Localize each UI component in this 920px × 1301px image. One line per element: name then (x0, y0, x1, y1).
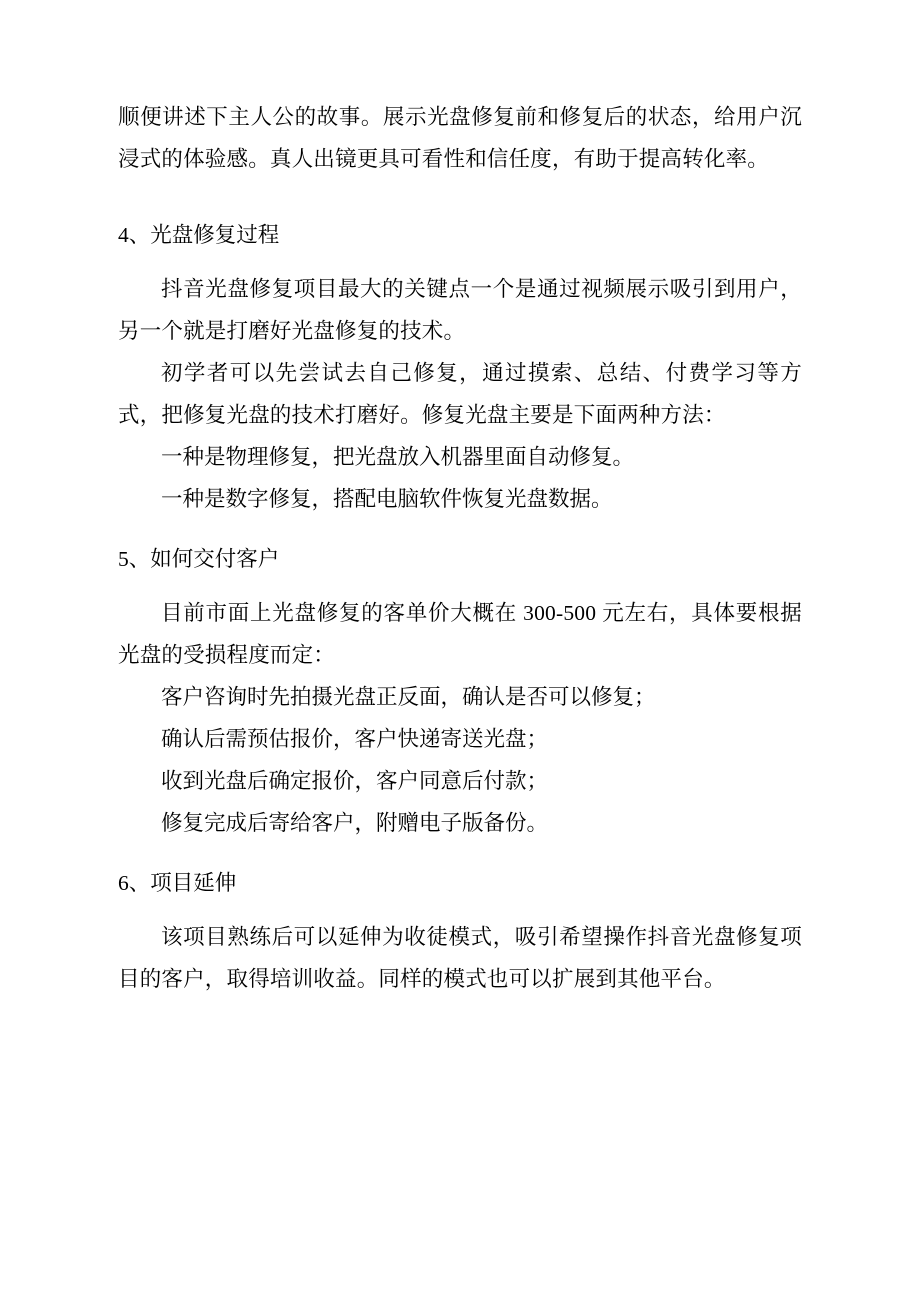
spacer (118, 520, 802, 524)
spacer (118, 180, 802, 200)
heading-section-4: 4、光盘修复过程 (118, 223, 280, 247)
paragraph-intro: 顺便讲述下主人公的故事。展示光盘修复前和修复后的状态，给用户沉浸式的体验感。真人出镜更具可看性和信任度，有助于提高转化率。 (118, 105, 802, 171)
list-item: 修复完成后寄给客户，附赠电子版备份。 (161, 811, 549, 835)
list-item: 一种是物理修复，把光盘放入机器里面自动修复。 (161, 445, 635, 469)
paragraph-repair-learning: 初学者可以先尝试去自己修复，通过摸索、总结、付费学习等方式，把修复光盘的技术打磨好。修复光盘主要是下面两种方法： (118, 361, 802, 427)
heading-section-5: 5、如何交付客户 (118, 547, 280, 571)
list-item: 客户咨询时先拍摄光盘正反面，确认是否可以修复； (161, 685, 656, 709)
list-item: 一种是数字修复，搭配电脑软件恢复光盘数据。 (161, 487, 613, 511)
spacer (118, 844, 802, 848)
document-body (118, 96, 802, 1000)
paragraph-extension: 该项目熟练后可以延伸为收徒模式，吸引希望操作抖音光盘修复项目的客户，取得培训收益。同样的模式也可以扩展到其他平台。 (118, 925, 802, 991)
list-item: 确认后需预估报价，客户快递寄送光盘； (161, 727, 549, 751)
heading-section-6: 6、项目延伸 (118, 871, 237, 895)
list-item: 收到光盘后确定报价，客户同意后付款； (161, 769, 549, 793)
paragraph-repair-key-point: 抖音光盘修复项目最大的关键点一个是通过视频展示吸引到用户，另一个就是打磨好光盘修复的技术。 (118, 277, 802, 343)
paragraph-pricing: 目前市面上光盘修复的客单价大概在 300-500 元左右，具体要根据光盘的受损程度而定： (118, 601, 802, 667)
